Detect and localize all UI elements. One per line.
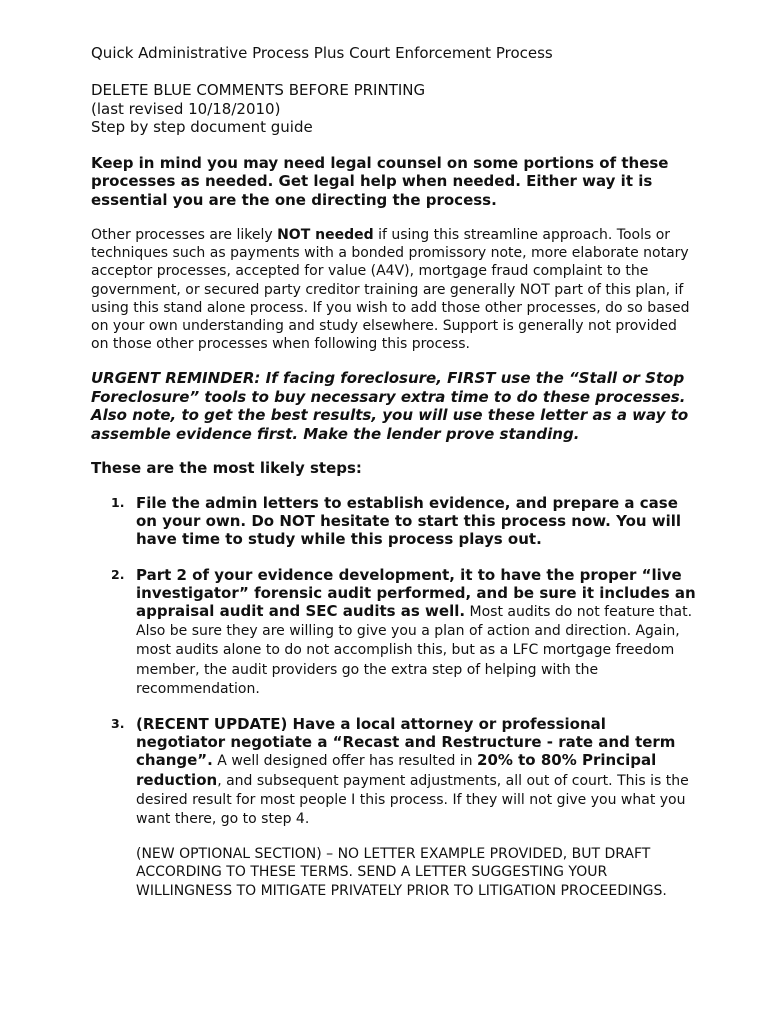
step-number: 1.: [111, 494, 125, 510]
header-block: [91, 81, 698, 137]
step-3: [91, 715, 698, 828]
step-normal-text: A well designed offer has resulted in: [212, 753, 478, 770]
step-2: [91, 566, 698, 698]
delete-comments-note: DELETE BLUE COMMENTS BEFORE PRINTING: [91, 81, 426, 99]
step-number: 3.: [111, 715, 125, 731]
document-title: Quick Administrative Process Plus Court Enforcement Process: [91, 44, 553, 62]
guide-subtitle: Step by step document guide: [91, 118, 313, 136]
step-normal-text: Most audits do not feature that. Also be sure they are willing to give you a plan of action and direction. Again, most audits alone to do not accomplish this, but as a LFC mortgage freedom member, the audit providers go the extra step of helping with the recommendation.: [136, 603, 693, 697]
other-processes-after: if using this streamline approach. Tools or techniques such as payments with a bonded promissory note, more elaborate notary acceptor processes, accepted for value (A4V), mortgage fraud complaint to the government, or secured party creditor training are generally NOT part of this plan, if using this stand alone process. If you wish to add those other processes, do so based on your own understanding and study elsewhere. Support is generally not provided on those other processes when following this process.: [91, 227, 690, 353]
step-text: [136, 566, 698, 698]
step-bold-text: (RECENT UPDATE) Have a local attorney or professional negotiator negotiate a “Recast and Restructure - rate and term change”.: [136, 714, 676, 770]
step-normal-text-2: , and subsequent payment adjustments, all out of court. This is the desired result for most people I this process. If they will not give you what you want there, go to step 4.: [136, 772, 689, 827]
step-number: 2.: [111, 566, 125, 582]
step-bold-text: Part 2 of your evidence development, it to have the proper “live investigator” forensic audit performed, and be sure it includes an appraisal audit and SEC audits as well.: [136, 565, 696, 620]
legal-counsel-note: Keep in mind you may need legal counsel on some portions of these processes as needed. Get legal help when needed. Either way it is essential you are the one directing the process.: [91, 153, 669, 209]
principal-reduction-text: 20% to 80% Principal reduction: [136, 751, 657, 789]
urgent-reminder: URGENT REMINDER: If facing foreclosure, FIRST use the “Stall or Stop Foreclosure” tools to buy necessary extra time to do these processes. Also note, to get the best results, you will use these letter as a way to assemble evidence first. Make the lender prove standing.: [91, 369, 689, 443]
other-processes-paragraph: [91, 226, 698, 353]
optional-section-paragraph: (NEW OPTIONAL SECTION) – NO LETTER EXAMPLE PROVIDED, BUT DRAFT ACCORDING TO THESE TERMS. SEND A LETTER SUGGESTING YOUR WILLINGNESS TO MITIGATE PRIVATELY PRIOR TO LITIGATION PROCEEDINGS.: [136, 846, 667, 899]
step-text: [136, 715, 698, 828]
other-processes-emphasis: NOT needed: [277, 227, 374, 243]
step-1: [91, 494, 698, 549]
step-text: [136, 494, 698, 549]
steps-list: [91, 494, 698, 828]
revision-date: (last revised 10/18/2010): [91, 99, 281, 118]
step-bold-text: File the admin letters to establish evidence, and prepare a case on your own. Do NOT hesitate to start this process now. You will have time to study while this process plays out.: [136, 493, 682, 549]
other-processes-before: Other processes are likely: [91, 227, 278, 243]
steps-intro: These are the most likely steps:: [91, 459, 362, 478]
